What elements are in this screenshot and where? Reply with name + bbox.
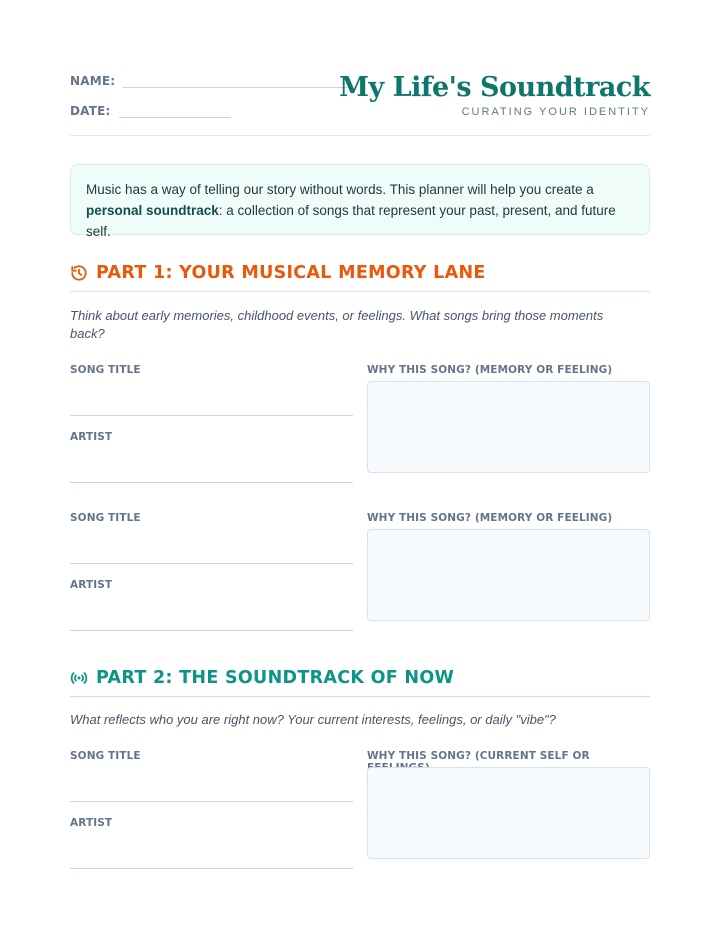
artist-input-line[interactable] — [70, 630, 353, 631]
intro-text-before: Music has a way of telling our story without words. This planner will help you create a — [86, 182, 594, 197]
why-textbox[interactable] — [367, 529, 650, 621]
part1-title: PART 1: YOUR MUSICAL MEMORY LANE — [96, 263, 486, 283]
part1-entry-1 — [70, 358, 650, 476]
title-block — [339, 72, 650, 118]
name-field-row — [70, 72, 349, 88]
artist-input-line[interactable] — [70, 868, 353, 869]
song-title-input-line[interactable] — [70, 415, 353, 416]
part2-heading — [70, 668, 650, 697]
date-field-row — [70, 100, 231, 118]
why-textbox[interactable] — [367, 767, 650, 859]
artist-label: ARTIST — [70, 431, 113, 443]
name-input-line[interactable] — [123, 72, 349, 88]
why-label: WHY THIS SONG? (CURRENT SELF OR — [367, 750, 590, 762]
name-label: NAME: — [70, 74, 116, 88]
part2-entry-1 — [70, 744, 650, 862]
part1-entry-2 — [70, 506, 650, 624]
why-textbox[interactable] — [367, 381, 650, 473]
song-title-input-line[interactable] — [70, 563, 353, 564]
header — [70, 66, 650, 136]
part1-heading — [70, 263, 650, 292]
history-icon — [70, 264, 88, 282]
page-subtitle: CURATING YOUR IDENTITY — [461, 106, 650, 118]
part2-prompt: What reflects who you are right now? Your current interests, feelings, or daily "vibe"? — [70, 712, 556, 727]
artist-label: ARTIST — [70, 579, 113, 591]
why-label: WHY THIS SONG? (MEMORY OR FEELING) — [367, 364, 613, 376]
song-title-label: SONG TITLE — [70, 750, 141, 762]
broadcast-icon — [70, 669, 88, 687]
intro-text-after: : a collection of songs that represent your past, present, and future self. — [86, 203, 616, 239]
intro-box — [70, 164, 650, 239]
part2-title: PART 2: THE SOUNDTRACK OF NOW — [96, 668, 455, 688]
song-title-label: SONG TITLE — [70, 364, 141, 376]
intro-bold-text: personal soundtrack — [86, 203, 219, 218]
song-title-label: SONG TITLE — [70, 512, 141, 524]
song-title-input-line[interactable] — [70, 801, 353, 802]
artist-label: ARTIST — [70, 817, 113, 829]
artist-input-line[interactable] — [70, 482, 353, 483]
date-label: DATE: — [70, 104, 111, 118]
date-input-line[interactable] — [119, 100, 231, 118]
why-label: WHY THIS SONG? (MEMORY OR FEELING) — [367, 512, 613, 524]
part1-prompt: Think about early memories, childhood events, or feelings. What songs bring those moments back? — [70, 308, 604, 341]
page-title: My Life's Soundtrack — [339, 72, 650, 103]
